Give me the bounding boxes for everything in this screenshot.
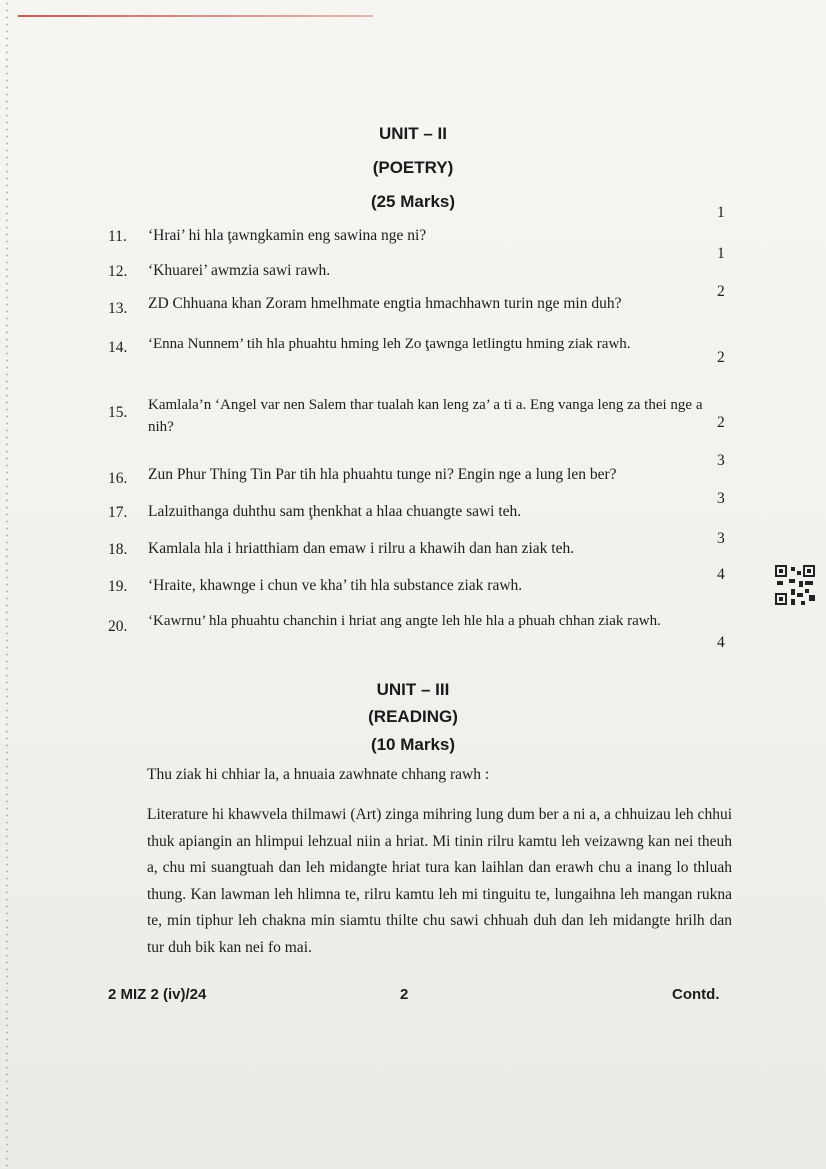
question-number: 18.: [108, 541, 128, 558]
paper-code: 2 MIZ 2 (iv)/24: [108, 986, 207, 1003]
question-marks: 4: [717, 634, 725, 651]
question-marks: 1: [717, 245, 725, 262]
qr-code-icon: [775, 565, 815, 605]
question-marks: 1: [717, 204, 725, 221]
unit2-title: UNIT – II: [378, 124, 447, 143]
question-marks: 2: [717, 349, 725, 366]
unit3-title: UNIT – III: [376, 680, 450, 699]
question-number: 13.: [108, 300, 128, 317]
question-text: Zun Phur Thing Tin Par tih hla phuahtu tunge ni? Engin nge a lung len ber?: [148, 466, 617, 483]
question-text: ‘Hrai’ hi hla ţawngkamin eng sawina nge ni?: [148, 227, 427, 244]
question-number: 20.: [108, 618, 128, 635]
question-marks: 3: [717, 530, 725, 547]
unit2-marks: (25 Marks): [370, 192, 456, 211]
question-number: 14.: [108, 339, 128, 356]
question-text: ZD Chhuana khan Zoram hmelhmate engtia hmachhawn turin nge min duh?: [148, 295, 622, 312]
unit3-subtitle: (READING): [368, 707, 458, 726]
question-marks: 3: [717, 452, 725, 469]
question-marks: 3: [717, 490, 725, 507]
top-border-line: [18, 15, 373, 17]
question-number: 19.: [108, 578, 128, 595]
question-text: Kamlala hla i hriatthiam dan emaw i rilru a khawih dan han ziak teh.: [148, 540, 575, 557]
question-number: 12.: [108, 263, 128, 280]
reading-passage: Literature hi khawvela thilmawi (Art) zinga mihring lung dum ber a ni a, a chhuizau leh chhui thuk apiangin an hlimpui lehzual niin a hriat. Mi tinin rilru kamtu leh veizawng kan nei theuh a, chu mi suangtuah dan leh midangte hriat tura kan laihlan dan erawh chu a inang lo thluah thung. Kan lawman leh hlimna te, rilru kamtu leh mi tinguitu te, lungaihna leh mangan rukna te, min tiphur leh chakna min siamtu thilte chu sawi chhuah duh dan leh midangte hrilh dan tur duh bik kan nei fo mai.: [147, 806, 732, 956]
question-marks: 4: [717, 566, 725, 583]
question-text: Lalzuithanga duhthu sam ţhenkhat a hlaa chuangte sawi teh.: [148, 503, 522, 520]
question-text: ‘Enna Nunnem’ tih hla phuahtu hming leh Zo ţawnga letlingtu hming ziak rawh.: [148, 336, 631, 352]
unit3-marks: (10 Marks): [370, 735, 456, 754]
continued-label: Contd.: [672, 986, 720, 1003]
question-text: Kamlala’n ‘Angel var nen Salem thar tualah kan leng za’ a ti a. Eng vanga leng za thei nge a nih?: [148, 397, 703, 435]
page-number: 2: [400, 986, 409, 1003]
question-text: ‘Hraite, khawnge i chun ve kha’ tih hla substance ziak rawh.: [148, 577, 523, 594]
unit2-subtitle: (POETRY): [372, 158, 454, 177]
question-text: ‘Khuarei’ awmzia sawi rawh.: [148, 262, 331, 279]
question-number: 11.: [108, 228, 127, 245]
question-number: 17.: [108, 504, 128, 521]
question-marks: 2: [717, 283, 725, 300]
question-number: 15.: [108, 404, 128, 421]
reading-instruction: Thu ziak hi chhiar la, a hnuaia zawhnate chhang rawh :: [147, 766, 490, 783]
question-marks: 2: [717, 414, 725, 431]
question-number: 16.: [108, 470, 128, 487]
question-text: ‘Kawrnu’ hla phuahtu chanchin i hriat ang angte leh hle hla a phuah chhan ziak rawh.: [148, 613, 661, 629]
